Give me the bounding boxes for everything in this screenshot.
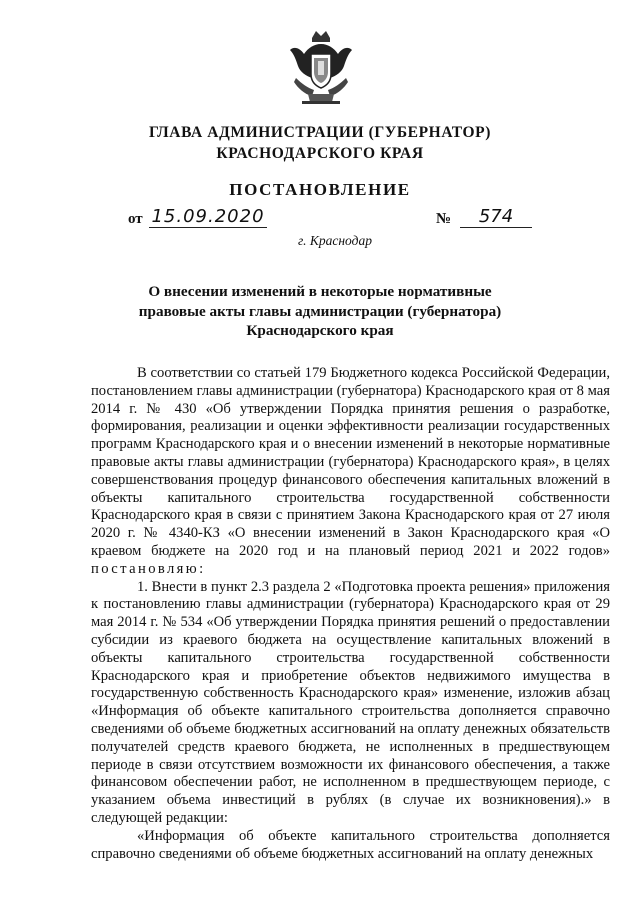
city-line: г. Краснодар	[298, 233, 372, 248]
document-body	[91, 365, 610, 863]
document-date: 15.09.2020	[149, 206, 267, 228]
number-prefix: №	[436, 211, 452, 227]
issuer-line-2: КРАСНОДАРСКОГО КРАЯ	[216, 145, 424, 162]
document-title: О внесении изменений в некоторые нормативные правовые акты главы администрации (губернатора) Краснодарского края	[138, 283, 502, 339]
issuer-line-1: ГЛАВА АДМИНИСТРАЦИИ (ГУБЕРНАТОР)	[149, 124, 491, 141]
date-prefix: от	[128, 211, 143, 227]
document-number: 574	[460, 206, 532, 228]
resolve-word: постановляю:	[91, 560, 206, 577]
paragraph-item-1: 1. Внести в пункт 2.3 раздела 2 «Подготовка проекта решения» приложения к постановлению главы администрации (губернатора) Краснодарского края от 29 мая 2014 г. № 534 «Об утверждении Порядка принятия решений о предоставлении субсидии из краевого бюджета на осуществление капитальных вложений в объекты капитального строительства государственной собственности Краснодарского края и приобретение объектов недвижимого имущества в государственную собственность Краснодарского края» изменение, изложив абзац «Информация об объекте капитального строительства дополняется справочно сведениями об объеме бюджетных ассигнований на оплату денежных обязательств получателей средств краевого бюджета, не исполненных в предшествующем периоде в связи отсутствием возможности их финансового обеспечения, а также финансовом обеспечении работ, не исполненном в предшествующем периоде, с указанием объема инвестиций в рублях (в случае их возникновения).» в следующей редакции:	[91, 578, 610, 826]
document-type: ПОСТАНОВЛЕНИЕ	[229, 180, 411, 199]
paragraph-quote: «Информация об объекте капитального строительства дополняется справочно сведениями об объеме бюджетных ассигнований на оплату денежных	[91, 827, 610, 862]
preamble-text: В соответствии со статьей 179 Бюджетного кодекса Российской Федерации, постановлением главы администрации (губернатора) Краснодарского края от 8 мая 2014 г. № 430 «Об утверждении Порядка принятия решения о разработке, формирования, реализации и оценки эффективности реализации государственных программ Краснодарского края и о внесении изменений в некоторые нормативные правовые акты главы администрации (губернатора) Краснодарского края», в целях совершенствования процедур финансового обеспечения капитальных вложений в объекты капитального строительства государственной собственности Краснодарского края в связи с принятием Закона Краснодарского края от 27 июля 2020 г. № 4340-КЗ «О внесении изменений в Закон Краснодарского края «О краевом бюджете на 2020 год и на плановый период 2021 и 2022 годов»	[91, 365, 610, 559]
paragraph-preamble	[91, 365, 610, 579]
coat-of-arms-icon	[288, 28, 354, 106]
